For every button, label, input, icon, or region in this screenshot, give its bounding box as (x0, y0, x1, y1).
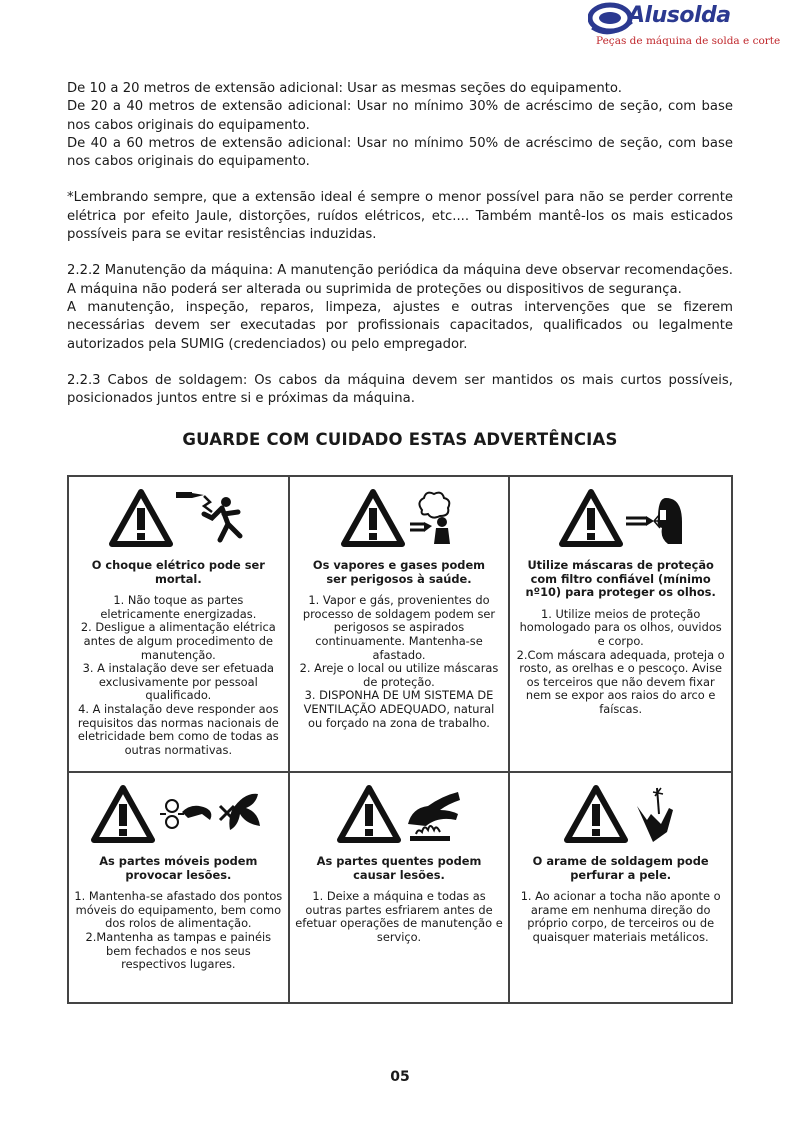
warning-triangle-icon (108, 488, 174, 548)
welding-mask-icon (624, 488, 684, 548)
warning-body: 1. Deixe a máquina e todas as outras partes esfriarem antes de efetuar operações de manutenção e serviço. (295, 889, 503, 944)
page-number: 05 (390, 1069, 410, 1085)
electric-shock-icon (174, 488, 248, 548)
warning-title: As partes móveis podem provocar lesões. (99, 854, 258, 882)
warnings-heading: GUARDE COM CUIDADO ESTAS ADVERTÊNCIAS (182, 430, 618, 449)
brand-text: Alusolda (628, 3, 731, 28)
brand-tagline: Peças de máquina de solda e corte (596, 35, 781, 47)
wire-puncture-icon (629, 784, 679, 844)
warning-triangle-icon (558, 488, 624, 548)
paragraph: A manutenção, inspeção, reparos, limpeza, ajustes e outras intervenções que se fizerem necessárias devem ser executadas por profissionais capacitados, qualificados ou legalmente autorizados pela SUMIG (credenciados) ou pelo empregador. (67, 299, 733, 352)
warning-cell-fumes (290, 477, 511, 773)
paragraph: De 10 a 20 metros de extensão adicional: Usar as mesmas seções do equipamento. (67, 81, 622, 96)
paragraph: *Lembrando sempre, que a extensão ideal é sempre o menor possível para não se perder corrente elétrica por efeito Jaule, distorções, ruídos elétricos, etc.... Também mantê-los os mais esticados possíveis para se evitar resistências induzidas. (67, 190, 733, 243)
body-text (67, 80, 733, 408)
warning-title: Utilize máscaras de proteção com filtro confiável (mínimo nº10) para proteger os olhos. (525, 558, 716, 600)
paragraph: 2.2.3 Cabos de soldagem: Os cabos da máquina devem ser mantidos os mais curtos possíveis, posicionados juntos entre si e próximas da máquina. (67, 372, 733, 407)
warning-body: 1. Não toque as partes eletricamente energizadas. 2. Desligue a alimentação elétrica antes de algum procedimento de manutenção. 3. A instalação deve ser efetuada exclusivamente por pessoal qualificado. 4. A instalação deve responder aos requisitos das normas nacionais de eletricidade bem como de todas as outras normativas. (77, 593, 279, 757)
warning-cell-electric-shock (69, 477, 290, 773)
warnings-table (67, 475, 733, 1004)
brand-name (628, 3, 731, 28)
warning-body: 1. Utilize meios de proteção homologado para os olhos, ouvidos e corpo. 2.Com máscara adequada, proteja o rosto, as orelhas e o pescoço. Avise os terceiros que não devem fixar nem se expor aos raios do arco e faíscas. (516, 606, 725, 716)
hot-parts-icon (402, 784, 462, 844)
warning-title: As partes quentes podem causar lesões. (316, 854, 482, 882)
warning-triangle-icon (336, 784, 402, 844)
warning-cell-welding-mask (510, 477, 731, 773)
warning-triangle-icon (90, 784, 156, 844)
warning-triangle-icon (340, 488, 406, 548)
brand-logo (588, 2, 781, 54)
warning-title: Os vapores e gases podem ser perigosos à saúde. (312, 558, 486, 586)
warning-cell-wire-puncture (510, 773, 731, 1002)
warning-title: O choque elétrico pode ser mortal. (91, 558, 265, 586)
warning-body: 1. Ao acionar a tocha não aponte o arame em nenhuma direção do próprio corpo, de terceiros ou de quaisquer materiais metálicos. (520, 889, 721, 944)
fumes-icon (406, 488, 458, 548)
warning-title: O arame de soldagem pode perfurar a pele. (532, 854, 709, 882)
paragraph: 2.2.2 Manutenção da máquina: A manutenção periódica da máquina deve observar recomendações. A máquina não poderá ser alterada ou suprimida de proteções ou dispositivos de segurança. (67, 263, 733, 297)
warning-body: 1. Mantenha-se afastado dos pontos móveis do equipamento, bem como dos rolos de alimentação. 2.Mantenha as tampas e painéis bem fechados e nos seus respectivos lugares. (74, 889, 283, 972)
warning-triangle-icon (563, 784, 629, 844)
warning-body: 1. Vapor e gás, provenientes do processo de soldagem podem ser perigosos se aspirados continuamente. Mantenha-se afastado. 2. Areje o local ou utilize máscaras de proteção. 3. DISPONHA DE UM SISTEMA DE VENTILAÇÃO ADEQUADO, natural ou forçado na zona de trabalho. (299, 593, 499, 730)
paragraph: De 20 a 40 metros de extensão adicional: Usar no mínimo 30% de acréscimo de seção, com base nos cabos originais do equipamento. (67, 99, 733, 133)
warning-cell-hot-parts (290, 773, 511, 1002)
moving-parts-icon (156, 784, 266, 844)
paragraph: De 40 a 60 metros de extensão adicional: Usar no mínimo 50% de acréscimo de seção, com base nos cabos originais do equipamento. (67, 135, 733, 170)
warning-cell-moving-parts (69, 773, 290, 1002)
